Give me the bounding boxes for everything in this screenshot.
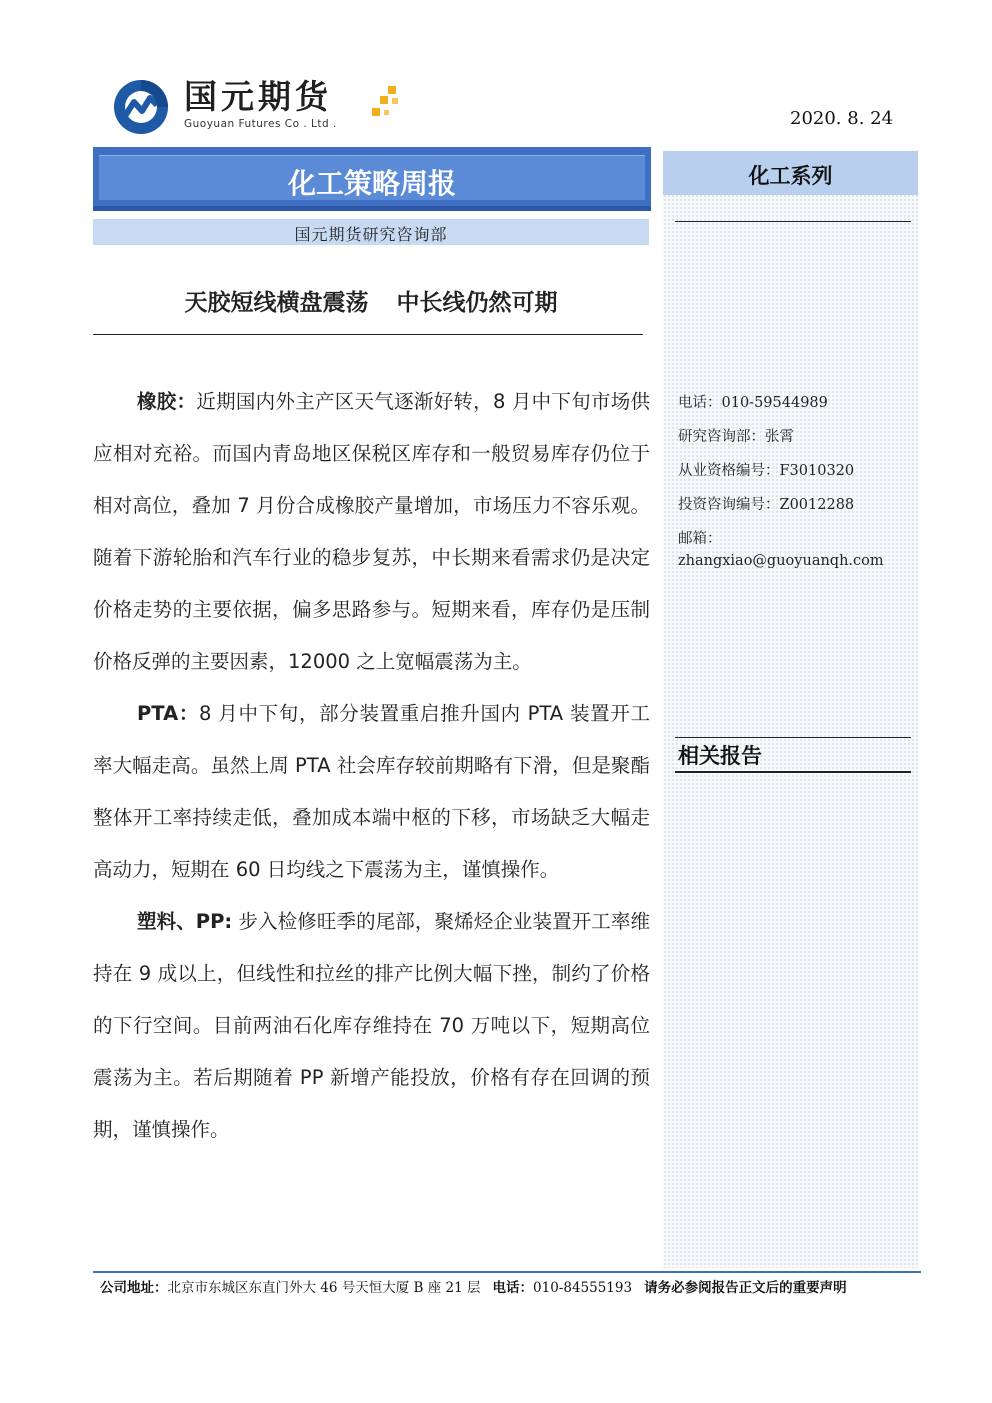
report-date: 2020. 8. 24 — [790, 108, 894, 129]
sidebar-divider — [675, 221, 911, 222]
company-logo — [112, 78, 412, 138]
title-underline — [93, 206, 651, 211]
paragraph-rubber — [93, 376, 650, 688]
related-reports-heading: 相关报告 — [678, 744, 762, 768]
contact-phone: 电话：010-59544989 — [678, 395, 828, 411]
footer-address: 北京市东城区东直门外大 46 号天恒大厦 B 座 21 层 — [167, 1280, 481, 1296]
footer-phone-label: 电话： — [492, 1280, 534, 1296]
department-name: 国元期货研究咨询部 — [294, 225, 448, 244]
series-title: 化工系列 — [748, 164, 833, 188]
rubber-label: 橡胶： — [137, 390, 197, 413]
headline: 天胶短线横盘震荡 中长线仍然可期 — [184, 290, 558, 316]
report-body — [93, 376, 650, 1156]
series-bar — [663, 151, 918, 195]
contact-researcher: 研究咨询部：张霄 — [678, 429, 794, 445]
department-bar — [93, 219, 649, 245]
footer-address-label: 公司地址： — [100, 1280, 168, 1296]
plastic-text: 步入检修旺季的尾部，聚烯烃企业装置开工率维持在 9 成以上，但线性和拉丝的排产比例大幅下挫，制约了价格的下行空间。目前两油石化库存维持在 70 万吨以下，短期高位震荡为主。若后期随着 PP 新增产能投放，价格有存在回调的预期，谨慎操作。 — [93, 910, 650, 1141]
contact-email[interactable]: zhangxiao@guoyuanqh.com — [678, 553, 884, 569]
title-bar — [93, 147, 651, 207]
logo-mark-icon — [112, 78, 170, 136]
footer-disclaimer: 请务必参阅报告正文后的重要声明 — [644, 1280, 847, 1296]
sidebar — [663, 150, 919, 1268]
contact-advisory: 投资咨询编号：Z0012288 — [678, 497, 855, 513]
pta-label: PTA： — [137, 702, 200, 725]
headline-divider — [93, 334, 643, 335]
sidebar-divider — [675, 737, 911, 738]
rubber-text: 近期国内外主产区天气逐渐好转，8 月中下旬市场供应相对充裕。而国内青岛地区保税区库存和一般贸易库存仍位于相对高位，叠加 7 月份合成橡胶产量增加，市场压力不容乐观。随着下游轮胎和汽车行业的稳步复苏，中长期来看需求仍是决定价格走势的主要依据，偏多思路参与。短期来看，库存仍是压制价格反弹的主要因素，12000 之上宽幅震荡为主。 — [93, 390, 650, 673]
plastic-label: 塑料、PP: — [137, 910, 233, 933]
footer-divider — [93, 1271, 921, 1273]
paragraph-pta — [93, 688, 650, 896]
pta-text: 8 月中下旬，部分装置重启推升国内 PTA 装置开工率大幅走高。虽然上周 PTA 社会库存较前期略有下滑，但是聚酯整体开工率持续走低，叠加成本端中枢的下移，市场缺乏大幅走高动力，短期在 60 日均线之下震荡为主，谨慎操作。 — [93, 702, 651, 881]
contact-email-label: 邮箱： — [678, 531, 722, 547]
sidebar-divider — [675, 771, 911, 773]
contact-qualification: 从业资格编号：F3010320 — [678, 463, 855, 479]
contact-info — [678, 386, 918, 572]
logo-squares-icon — [368, 86, 402, 120]
footer-phone: 010-84555193 — [533, 1280, 633, 1296]
footer — [100, 1276, 920, 1296]
logo-english-name: Guoyuan Futures Co . Ltd . — [184, 118, 337, 130]
paragraph-plastic — [93, 896, 650, 1156]
report-title: 化工策略周报 — [287, 167, 456, 200]
logo-chinese-name: 国元期货 — [184, 77, 332, 116]
